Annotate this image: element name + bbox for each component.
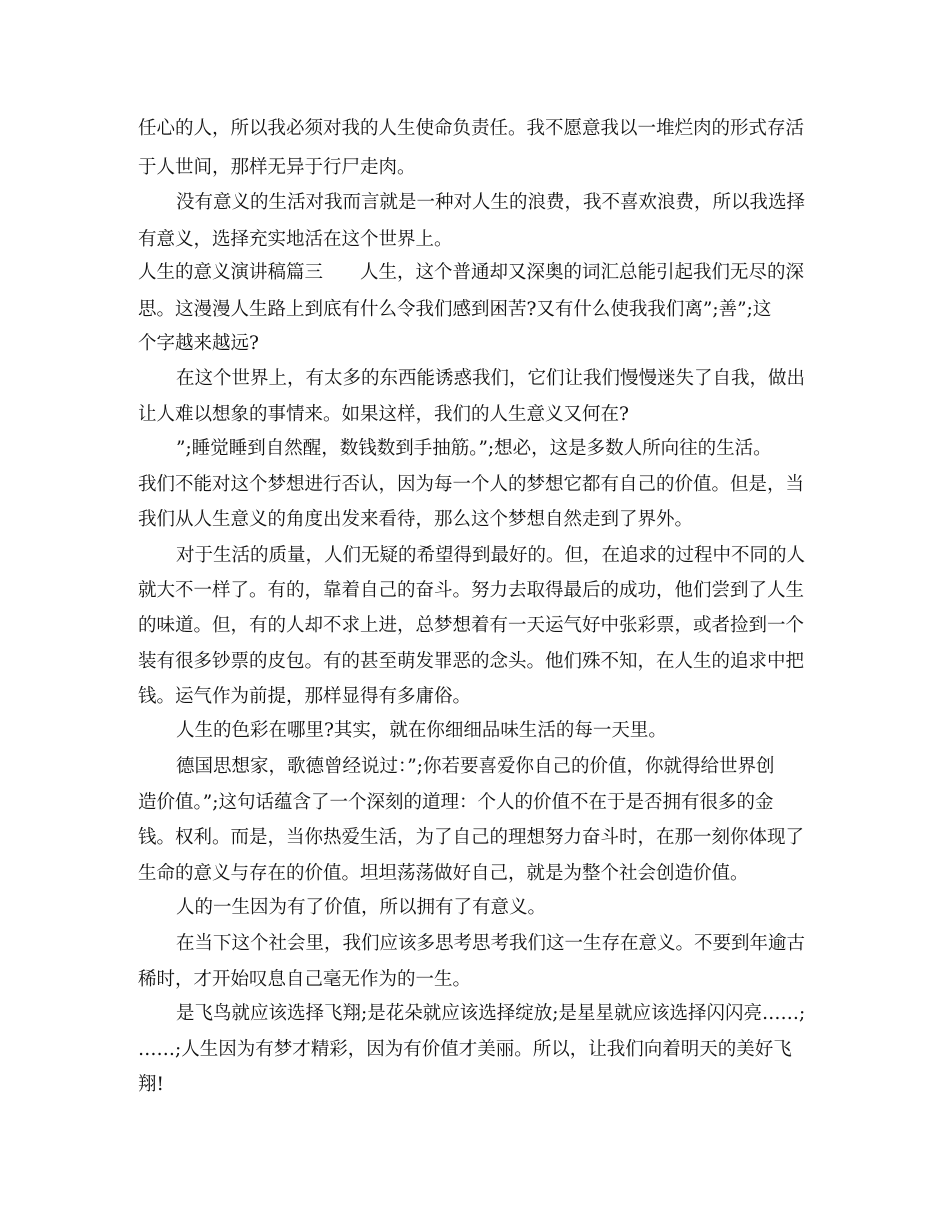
text-line: 生命的意义与存在的价值。坦坦荡荡做好自己，就是为整个社会创造价值。 <box>138 863 749 884</box>
text-line: 于人世间，那样无异于行尸走肉。 <box>138 157 416 178</box>
text-line: 个字越来越远? <box>138 333 259 354</box>
text-line: 在这个世界上，有太多的东西能诱惑我们，它们让我们慢慢迷失了自我，做出 <box>176 368 806 389</box>
text-line: 钱。权利。而是，当你热爱生活，为了自己的理想努力奋斗时，在那一刻你体现了 <box>138 827 805 848</box>
text-line: 稀时，才开始叹息自己毫无作为的一生。 <box>138 969 472 990</box>
text-line: ……;人生因为有梦才精彩，因为有价值才美丽。所以，让我们向着明天的美好飞 <box>138 1039 792 1060</box>
text-line: 在当下这个社会里，我们应该多思考思考我们这一生存在意义。不要到年逾古 <box>176 933 806 954</box>
text-line: 钱。运气作为前提，那样显得有多庸俗。 <box>138 686 472 707</box>
text-line: 思。这漫漫人生路上到底有什么令我们感到困苦?又有什么使我我们离”;善”;这 <box>138 299 772 320</box>
text-line: 的味道。但，有的人却不求上进，总梦想着有一天运气好中张彩票，或者捡到一个 <box>138 615 805 636</box>
text-line: 造价值。”;这句话蕴含了一个深刻的道理：个人的价值不在于是否拥有很多的金 <box>138 792 774 813</box>
text-line: 任心的人，所以我必须对我的人生使命负责任。我不愿意我以一堆烂肉的形式存活 <box>138 118 805 139</box>
section-heading-line: 人生的意义演讲稿篇三 人生，这个普通却又深奥的词汇总能引起我们无尽的深 <box>138 262 805 283</box>
text-line: 我们不能对这个梦想进行否认，因为每一个人的梦想它都有自己的价值。但是，当 <box>138 474 805 495</box>
text-line: 我们从人生意义的角度出发来看待，那么这个梦想自然走到了界外。 <box>138 509 694 530</box>
text-line: 人生的色彩在哪里?其实，就在你细细品味生活的每一天里。 <box>176 720 667 741</box>
text-line: 人的一生因为有了价值，所以拥有了有意义。 <box>176 897 547 918</box>
text-line: 翔! <box>138 1074 164 1095</box>
text-line: 让人难以想象的事情来。如果这样，我们的人生意义又何在? <box>138 404 629 425</box>
text-line: 有意义，选择充实地活在这个世界上。 <box>138 229 453 250</box>
text-line: 没有意义的生活对我而言就是一种对人生的浪费，我不喜欢浪费，所以我选择 <box>176 192 806 213</box>
text-line: 装有很多钞票的皮包。有的甚至萌发罪恶的念头。他们殊不知，在人生的追求中把 <box>138 651 805 672</box>
text-line: 是飞鸟就应该选择飞翔;是花朵就应该选择绽放;是星星就应该选择闪闪亮……; <box>176 1003 806 1024</box>
text-line: ”;睡觉睡到自然醒，数钱数到手抽筋。”;想必，这是多数人所向往的生活。 <box>176 438 772 459</box>
text-line: 就大不一样了。有的，靠着自己的奋斗。努力去取得最后的成功，他们尝到了人生 <box>138 580 805 601</box>
text-line: 德国思想家，歌德曾经说过：”;你若要喜爱你自己的价值，你就得给世界创 <box>176 756 775 777</box>
text-line: 对于生活的质量，人们无疑的希望得到最好的。但，在追求的过程中不同的人 <box>176 545 806 566</box>
